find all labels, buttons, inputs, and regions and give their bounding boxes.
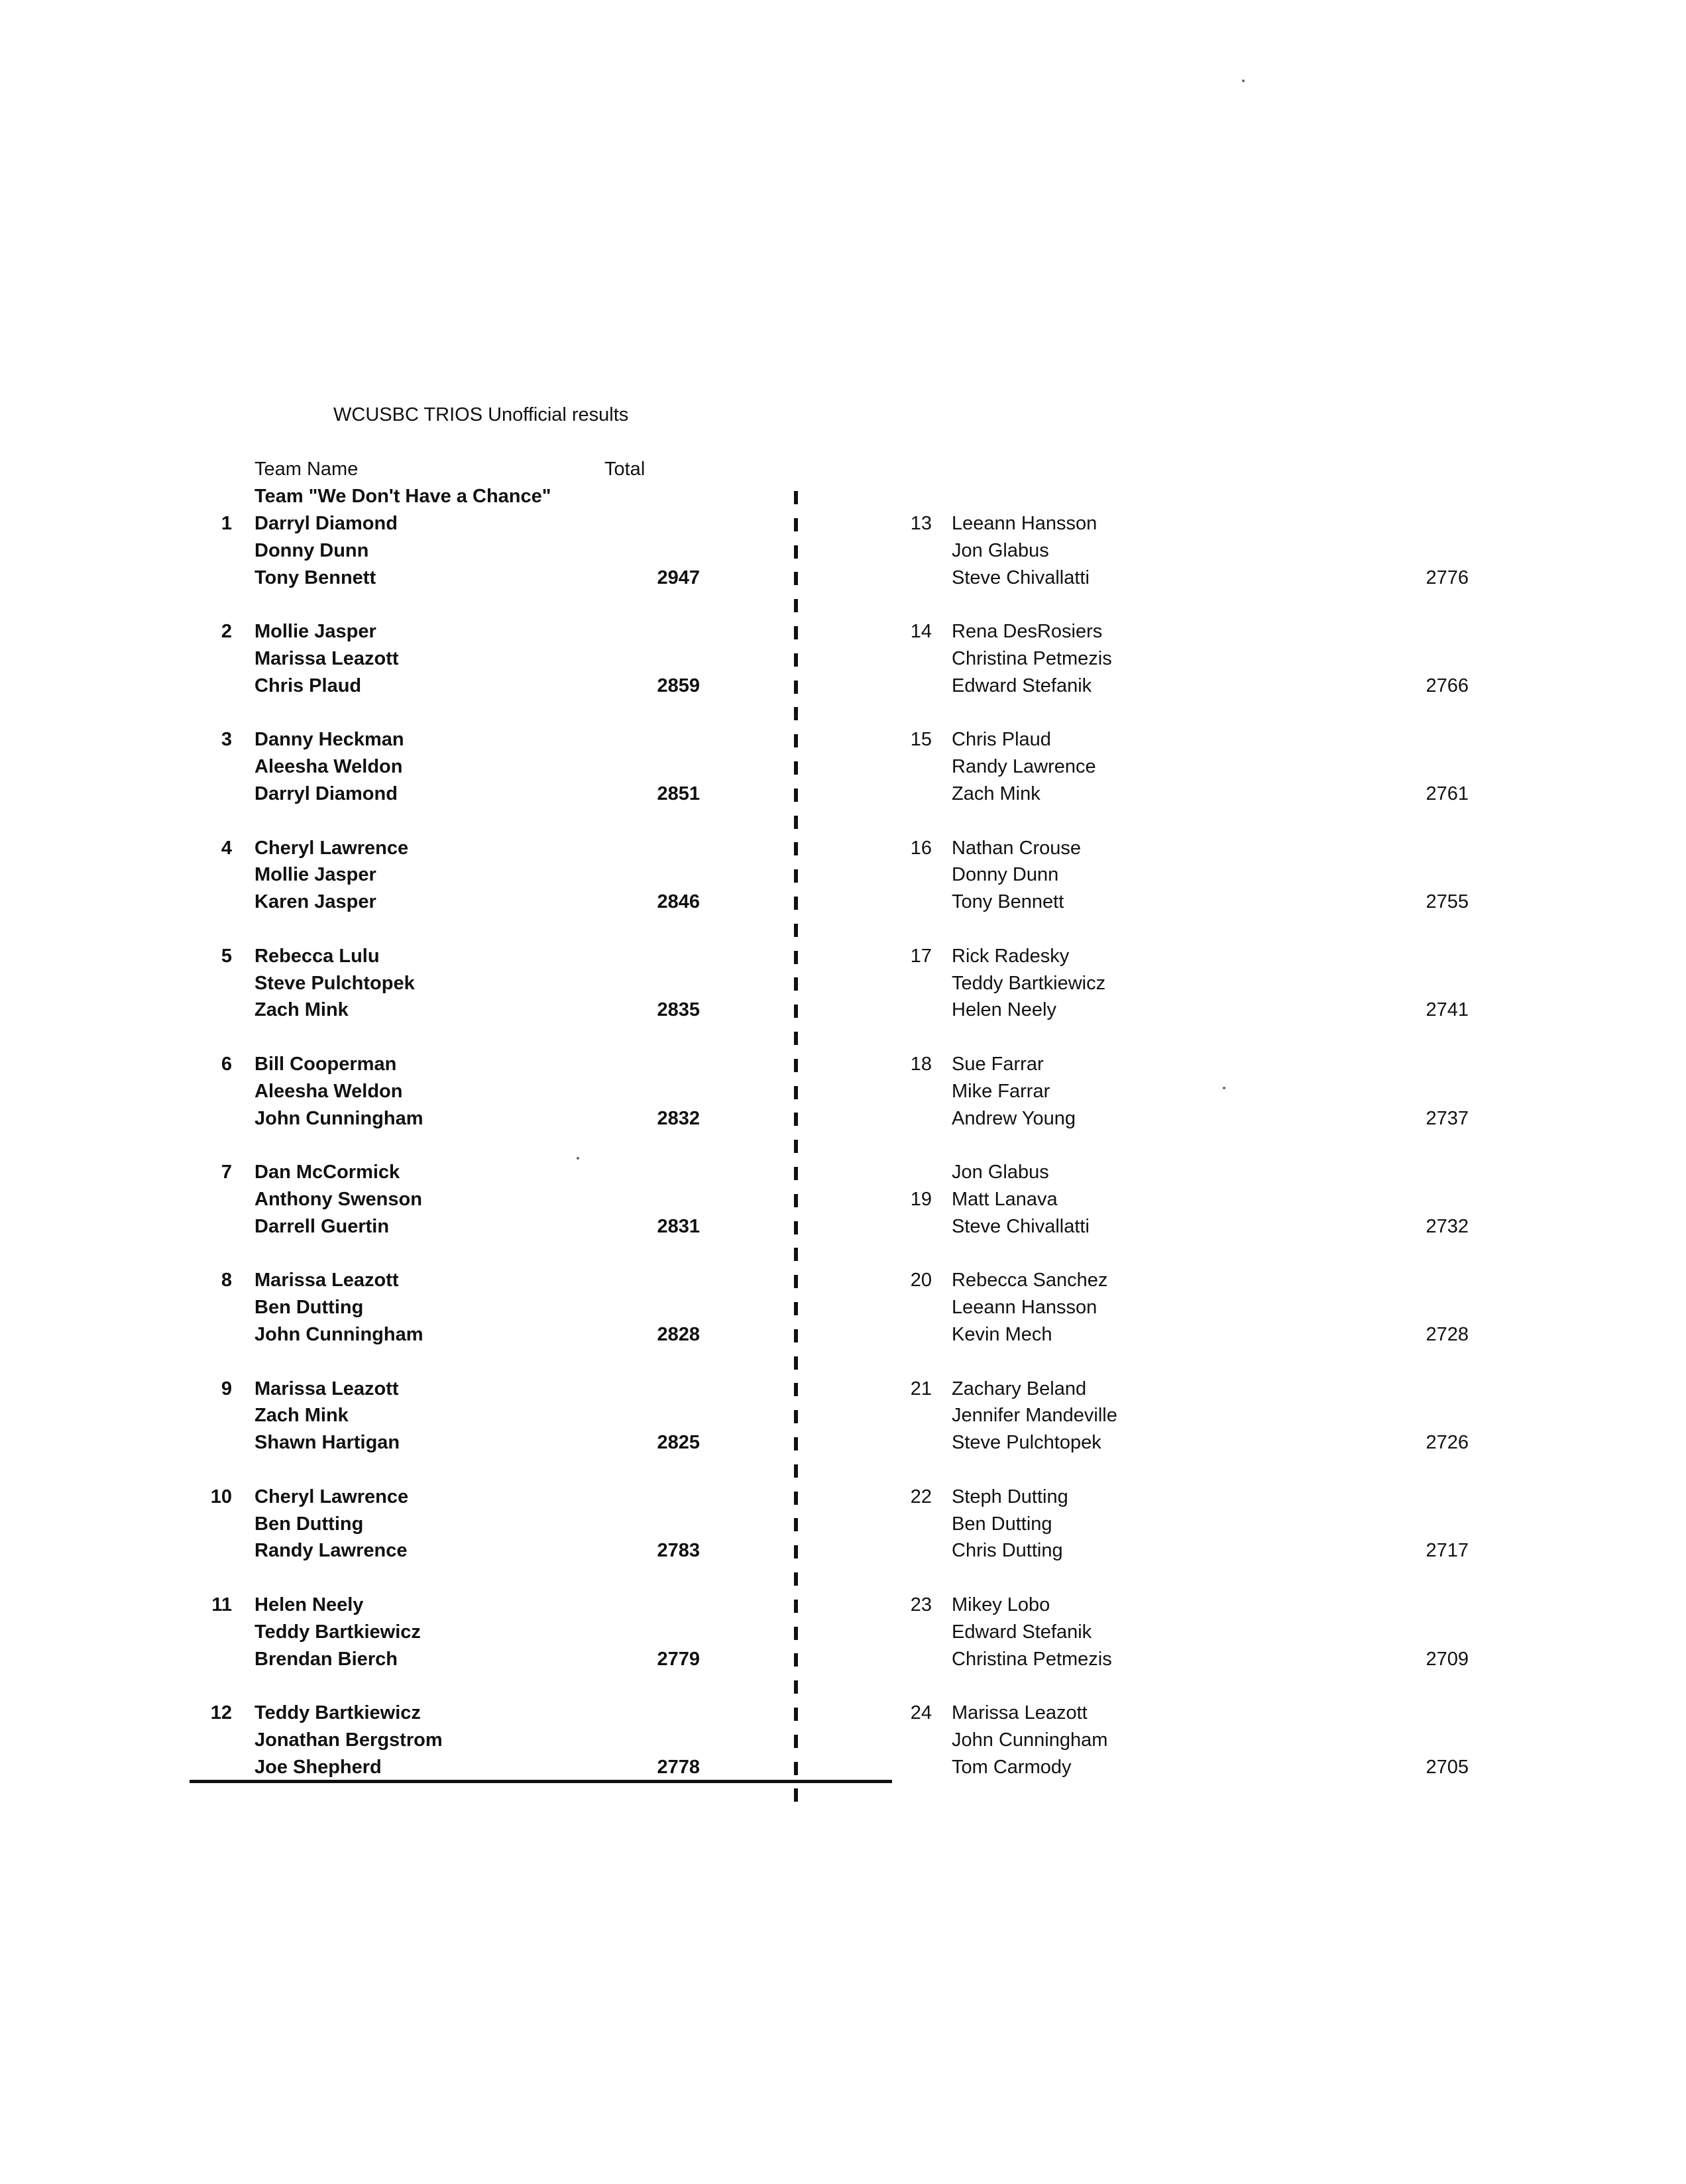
divider-mark xyxy=(794,707,798,720)
team-member: Steve Chivallatti xyxy=(952,567,1090,588)
team-total: 2766 xyxy=(1426,675,1469,696)
team-member: Leeann Hansson xyxy=(952,513,1097,534)
team-total: 2851 xyxy=(657,783,700,804)
team-member: Teddy Bartkiewicz xyxy=(254,1702,421,1724)
divider-mark xyxy=(794,681,798,694)
divider-mark xyxy=(794,1492,798,1505)
team-member: Donny Dunn xyxy=(952,864,1059,886)
team-member: Rebecca Sanchez xyxy=(952,1270,1108,1291)
divider-mark xyxy=(794,491,798,504)
team-total: 2741 xyxy=(1426,999,1469,1021)
divider-mark xyxy=(794,1383,798,1396)
divider-mark xyxy=(794,977,798,991)
team-rank: 9 xyxy=(221,1378,232,1399)
divider-mark xyxy=(794,1140,798,1153)
team-member: Cheryl Lawrence xyxy=(254,1486,409,1507)
team-rank: 2 xyxy=(221,621,232,643)
team-rank: 4 xyxy=(221,837,232,859)
divider-mark xyxy=(794,789,798,802)
team-rank: 14 xyxy=(910,621,932,643)
team-member: Matt Lanava xyxy=(952,1189,1058,1210)
team-member: Helen Neely xyxy=(952,999,1056,1021)
team-member: Ben Dutting xyxy=(254,1297,364,1319)
divider-mark xyxy=(794,1572,798,1586)
team-member: Teddy Bartkiewicz xyxy=(952,972,1106,994)
team-rank: 1 xyxy=(221,513,232,534)
team-rank: 21 xyxy=(910,1378,932,1399)
team-member: Leeann Hansson xyxy=(952,1297,1097,1319)
divider-mark xyxy=(794,924,798,937)
team-member: John Cunningham xyxy=(254,1324,423,1345)
team-rank: 20 xyxy=(910,1270,932,1291)
divider-mark xyxy=(794,572,798,585)
team-member: Ben Dutting xyxy=(254,1513,364,1535)
team-name-line: Team "We Don't Have a Chance" xyxy=(254,486,551,507)
team-rank: 7 xyxy=(221,1162,232,1183)
divider-mark xyxy=(794,1194,798,1207)
team-member: Marissa Leazott xyxy=(254,648,399,669)
team-member: Rena DesRosiers xyxy=(952,621,1103,643)
team-total: 2828 xyxy=(657,1324,700,1345)
team-total: 2717 xyxy=(1426,1540,1469,1562)
team-member: Kevin Mech xyxy=(952,1324,1052,1345)
team-total: 2859 xyxy=(657,675,700,696)
team-member: Steve Chivallatti xyxy=(952,1215,1090,1237)
divider-mark xyxy=(794,1329,798,1342)
divider-mark xyxy=(794,842,798,855)
team-member: Sue Farrar xyxy=(952,1054,1044,1075)
team-member: Joe Shepherd xyxy=(254,1756,382,1778)
team-total: 2835 xyxy=(657,999,700,1021)
team-member: Christina Petmezis xyxy=(952,1648,1112,1670)
team-rank: 12 xyxy=(210,1702,232,1724)
divider-mark xyxy=(794,1762,798,1775)
divider-mark xyxy=(794,1464,798,1478)
bottom-rule xyxy=(190,1780,892,1783)
team-rank: 13 xyxy=(910,513,932,534)
team-member: Donny Dunn xyxy=(254,539,369,561)
header-team-name: Team Name xyxy=(254,459,359,480)
team-member: Aleesha Weldon xyxy=(254,756,403,778)
team-member: Rick Radesky xyxy=(952,945,1070,967)
scan-speck xyxy=(1223,1087,1225,1089)
team-total: 2832 xyxy=(657,1107,700,1129)
team-rank: 3 xyxy=(221,729,232,751)
divider-mark xyxy=(794,1086,798,1099)
team-member: Marissa Leazott xyxy=(254,1378,399,1399)
team-rank: 6 xyxy=(221,1054,232,1075)
team-total: 2709 xyxy=(1426,1648,1469,1670)
divider-mark xyxy=(794,869,798,883)
team-total: 2831 xyxy=(657,1215,700,1237)
team-member: Chris Dutting xyxy=(952,1540,1063,1562)
team-total: 2728 xyxy=(1426,1324,1469,1345)
team-member: Jonathan Bergstrom xyxy=(254,1729,443,1751)
team-member: Karen Jasper xyxy=(254,891,376,913)
team-total: 2732 xyxy=(1426,1215,1469,1237)
team-rank: 10 xyxy=(210,1486,232,1507)
team-member: Steve Pulchtopek xyxy=(952,1432,1101,1454)
team-member: Ben Dutting xyxy=(952,1513,1052,1535)
team-total: 2779 xyxy=(657,1648,700,1670)
team-rank: 16 xyxy=(910,837,932,859)
divider-mark xyxy=(794,1032,798,1045)
team-member: Mikey Lobo xyxy=(952,1594,1050,1615)
team-total: 2705 xyxy=(1426,1756,1469,1778)
divider-mark xyxy=(794,1302,798,1315)
team-total: 2776 xyxy=(1426,567,1469,588)
team-member: Tom Carmody xyxy=(952,1756,1072,1778)
team-total: 2761 xyxy=(1426,783,1469,804)
divider-mark xyxy=(794,1680,798,1694)
divider-mark xyxy=(794,951,798,964)
divider-mark xyxy=(794,1735,798,1748)
team-member: Jennifer Mandeville xyxy=(952,1405,1117,1427)
team-total: 2778 xyxy=(657,1756,700,1778)
team-member: Chris Plaud xyxy=(952,729,1051,751)
team-member: Steph Dutting xyxy=(952,1486,1068,1507)
team-member: Aleesha Weldon xyxy=(254,1080,403,1102)
team-member: Mike Farrar xyxy=(952,1080,1050,1102)
team-rank: 15 xyxy=(910,729,932,751)
divider-mark xyxy=(794,897,798,910)
team-member: Cheryl Lawrence xyxy=(254,837,409,859)
team-member: Anthony Swenson xyxy=(254,1189,422,1210)
team-member: Marissa Leazott xyxy=(952,1702,1088,1724)
divider-mark xyxy=(794,1788,798,1802)
team-member: Jon Glabus xyxy=(952,539,1049,561)
team-rank: 17 xyxy=(910,945,932,967)
team-rank: 8 xyxy=(221,1270,232,1291)
divider-mark xyxy=(794,1221,798,1234)
team-total: 2726 xyxy=(1426,1432,1469,1454)
divider-mark xyxy=(794,1545,798,1558)
team-member: Darryl Diamond xyxy=(254,783,398,804)
document-title: WCUSBC TRIOS Unofficial results xyxy=(333,404,629,425)
team-member: Dan McCormick xyxy=(254,1162,400,1183)
divider-mark xyxy=(794,1005,798,1018)
divider-mark xyxy=(794,1437,798,1450)
team-member: Danny Heckman xyxy=(254,729,404,751)
team-rank: 11 xyxy=(211,1594,232,1615)
team-rank: 18 xyxy=(910,1054,932,1075)
team-total: 2737 xyxy=(1426,1107,1469,1129)
divider-mark xyxy=(794,1708,798,1721)
team-member: John Cunningham xyxy=(254,1107,423,1129)
team-member: Chris Plaud xyxy=(254,675,362,696)
divider-mark xyxy=(794,653,798,667)
team-member: Shawn Hartigan xyxy=(254,1432,400,1454)
scan-speck xyxy=(1242,80,1245,82)
divider-mark xyxy=(794,1167,798,1180)
team-member: Brendan Bierch xyxy=(254,1648,398,1670)
divider-mark xyxy=(794,1356,798,1370)
team-member: Randy Lawrence xyxy=(952,756,1096,778)
team-rank: 5 xyxy=(221,945,232,967)
divider-mark xyxy=(794,626,798,639)
team-total: 2825 xyxy=(657,1432,700,1454)
divider-mark xyxy=(794,1275,798,1288)
divider-mark xyxy=(794,1410,798,1423)
divider-mark xyxy=(794,1627,798,1640)
team-total: 2846 xyxy=(657,891,700,913)
team-member: Tony Bennett xyxy=(254,567,376,588)
team-member: Steve Pulchtopek xyxy=(254,972,415,994)
divider-mark xyxy=(794,761,798,775)
team-member: Teddy Bartkiewicz xyxy=(254,1621,421,1643)
team-member: Edward Stefanik xyxy=(952,1621,1092,1643)
team-member: Andrew Young xyxy=(952,1107,1076,1129)
team-member: Edward Stefanik xyxy=(952,675,1092,696)
team-member: Jon Glabus xyxy=(952,1162,1049,1183)
divider-mark xyxy=(794,599,798,612)
divider-mark xyxy=(794,518,798,531)
team-total: 2783 xyxy=(657,1540,700,1562)
team-member: Helen Neely xyxy=(254,1594,364,1615)
divider-mark xyxy=(794,1113,798,1126)
team-total: 2947 xyxy=(657,567,700,588)
team-member: Mollie Jasper xyxy=(254,864,376,886)
team-member: Randy Lawrence xyxy=(254,1540,408,1562)
team-member: Zach Mink xyxy=(952,783,1040,804)
divider-mark xyxy=(794,1653,798,1666)
team-member: Zachary Beland xyxy=(952,1378,1087,1399)
divider-mark xyxy=(794,1518,798,1531)
team-member: Nathan Crouse xyxy=(952,837,1082,859)
team-rank: 24 xyxy=(910,1702,932,1724)
team-member: Marissa Leazott xyxy=(254,1270,399,1291)
team-member: Zach Mink xyxy=(254,1405,349,1427)
team-member: Zach Mink xyxy=(254,999,349,1021)
header-total: Total xyxy=(604,459,646,480)
team-member: Tony Bennett xyxy=(952,891,1064,913)
divider-mark xyxy=(794,545,798,559)
team-member: Darryl Diamond xyxy=(254,513,398,534)
team-member: Rebecca Lulu xyxy=(254,945,380,967)
team-member: Bill Cooperman xyxy=(254,1054,397,1075)
team-total: 2755 xyxy=(1426,891,1469,913)
team-member: John Cunningham xyxy=(952,1729,1108,1751)
team-rank: 19 xyxy=(910,1189,932,1210)
divider-mark xyxy=(794,1059,798,1072)
team-member: Darrell Guertin xyxy=(254,1215,390,1237)
divider-mark xyxy=(794,1600,798,1613)
divider-mark xyxy=(794,816,798,829)
team-member: Mollie Jasper xyxy=(254,621,376,643)
team-rank: 22 xyxy=(910,1486,932,1507)
scan-speck xyxy=(577,1157,579,1160)
team-member: Christina Petmezis xyxy=(952,648,1112,669)
team-rank: 23 xyxy=(910,1594,932,1615)
divider-mark xyxy=(794,734,798,747)
divider-mark xyxy=(794,1248,798,1261)
